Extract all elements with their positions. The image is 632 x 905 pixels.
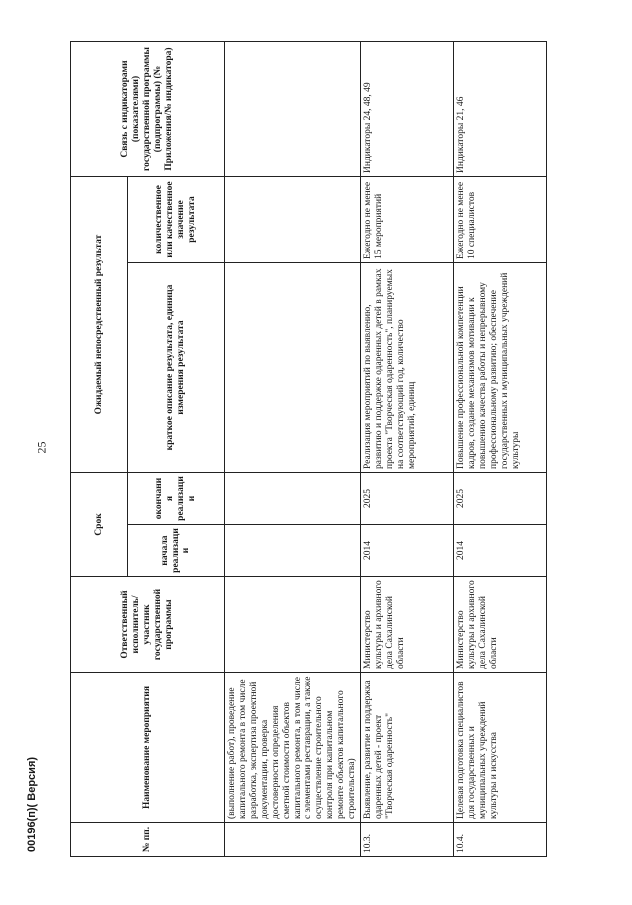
header-term-start: начала реализации [128,525,225,577]
row-executor: Министерство культуры и архивного дела Сахалинской области [454,577,547,673]
row-num: 10.3. [361,823,454,857]
row-end: 2025 [361,473,454,525]
row-num: 10.4. [454,823,547,857]
row-link: Индикаторы 21, 46 [454,42,547,177]
page-number: 25 [34,441,49,454]
header-link: Связь с индикаторами (показателями) государственной программы (подпрограммы) (№ Приложения/№ индикатора) [71,42,225,177]
row-num [225,823,361,857]
program-measures-table [70,41,547,857]
header-result-value: количественное или качественное значение результата [128,177,225,263]
row-name: (выполнение работ), проведение капитального ремонта в том числе разработка, экспертиза проектной документации, проверка достоверности определения сметной стоимости объектов капитального ремонта, в том числе с элементами реставрации, а также осуществление строительного контроля при капитальном ремонте объектов капитального строительства) [225,673,361,823]
row-executor [225,577,361,673]
row-start: 2014 [361,525,454,577]
table-row [454,42,547,857]
row-desc [225,263,361,473]
row-start [225,525,361,577]
row-end [225,473,361,525]
header-name: Наименование мероприятия [71,673,225,823]
row-value [225,177,361,263]
row-desc: Реализация мероприятий по выявлению, развитию и поддержке одаренных детей в рамках проекта "Творческая одаренность", планируемых на соответствующий год, количество мероприятий, единиц [361,263,454,473]
header-result: Ожидаемый непосредственный результат [71,177,128,473]
row-link: Индикаторы 24, 48, 49 [361,42,454,177]
row-end: 2025 [454,473,547,525]
row-name: Целевая подготовка специалистов для государственных и муниципальных учреждений культуры и искусства [454,673,547,823]
row-start: 2014 [454,525,547,577]
row-value: Ежегодно не менее 10 специалистов [454,177,547,263]
header-num: № пп. [71,823,225,857]
row-name: Выявление, развитие и поддержка одаренных детей - проект "Творческая одаренность" [361,673,454,823]
document-code: 00196(п)( Версия) [26,756,38,852]
table-row [361,42,454,857]
header-term-end: окончания реализации [128,473,225,525]
row-executor: Министерство культуры и архивного дела Сахалинской области [361,577,454,673]
table-row [225,42,361,857]
row-link [225,42,361,177]
row-value: Ежегодно не менее 15 мероприятий [361,177,454,263]
header-result-desc: краткое описание результата, единица измерения результата [128,263,225,473]
rotated-table-sheet [70,42,527,857]
row-desc: Повышение профессиональной компетенции кадров, создание механизмов мотивации к повышению качества работы и непрерывному профессиональному развитию; обеспечение государственных и муниципальных учреждений культуры [454,263,547,473]
header-term: Срок [71,473,128,577]
header-executor: Ответственный исполнитель/участник государственной программы [71,577,225,673]
header-row-1 [71,42,128,857]
